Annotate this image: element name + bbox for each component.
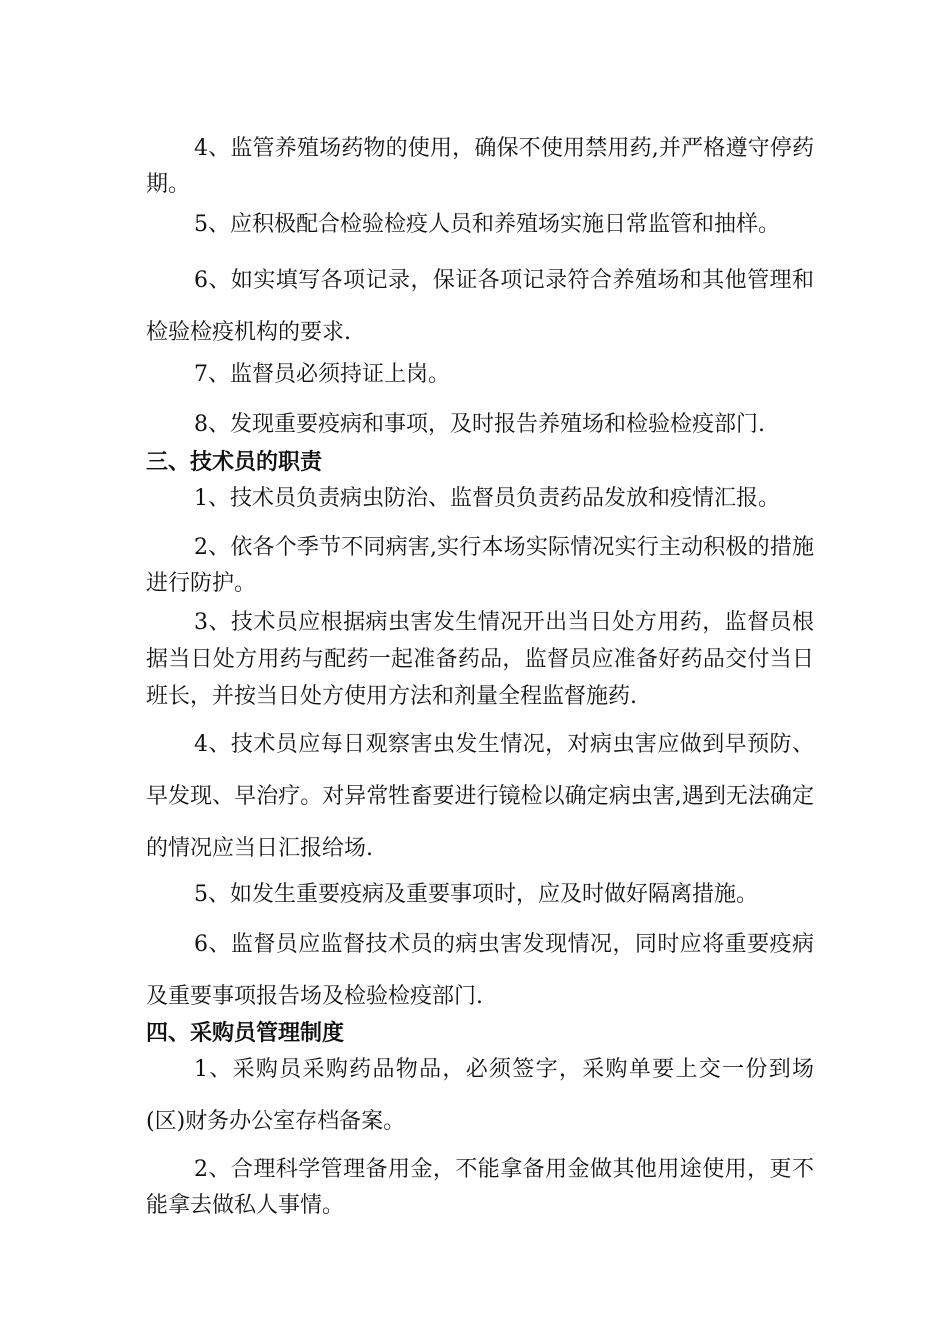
paragraph-technician-6: 6、监督员应监督技术员的病虫害发现情况，同时应将重要疫病及重要事项报告场及检验检疫部门. [146, 932, 814, 1009]
paragraph-technician-2: 2、依各个季节不同病害,实行本场实际情况实行主动积极的措施进行防护。 [146, 535, 814, 596]
paragraph-technician-5: 5、如发生重要疫病及重要事项时，应及时做好隔离措施。 [194, 882, 758, 907]
paragraph-technician-4: 4、技术员应每日观察害虫发生情况，对病虫害应做到早预防、早发现、早治疗。对异常牲畜要进行镜检以确定病虫害,遇到无法确定的情况应当日汇报给场. [146, 732, 814, 861]
paragraph-technician-3: 3、技术员应根据病虫害发生情况开出当日处方用药，监督员根据当日处方用药与配药一起准备药品，监督员应准备好药品交付当日班长，并按当日处方使用方法和剂量全程监督施药. [146, 610, 814, 709]
paragraph-supervisor-8: 8、发现重要疫病和事项，及时报告养殖场和检验检疫部门. [194, 412, 765, 437]
paragraph-supervisor-4: 4、监管养殖场药物的使用，确保不使用禁用药,并严格遵守停药期。 [146, 136, 814, 197]
paragraph-purchaser-1: 1、采购员采购药品物品，必须签字，采购单要上交一份到场(区)财务办公室存档备案。 [146, 1057, 814, 1134]
paragraph-purchaser-2: 2、合理科学管理备用金，不能拿备用金做其他用途使用，更不能拿去做私人事情。 [146, 1157, 814, 1218]
section-heading-technician: 三、技术员的职责 [146, 449, 323, 475]
paragraph-technician-1: 1、技术员负责病虫防治、监督员负责药品发放和疫情汇报。 [194, 486, 780, 511]
paragraph-supervisor-5: 5、应积极配合检验检疫人员和养殖场实施日常监管和抽样。 [194, 212, 780, 237]
paragraph-supervisor-7: 7、监督员必须持证上岗。 [194, 362, 450, 387]
section-heading-purchaser: 四、采购员管理制度 [146, 1020, 345, 1046]
paragraph-supervisor-6: 6、如实填写各项记录，保证各项记录符合养殖场和其他管理和检验检疫机构的要求. [146, 268, 814, 345]
